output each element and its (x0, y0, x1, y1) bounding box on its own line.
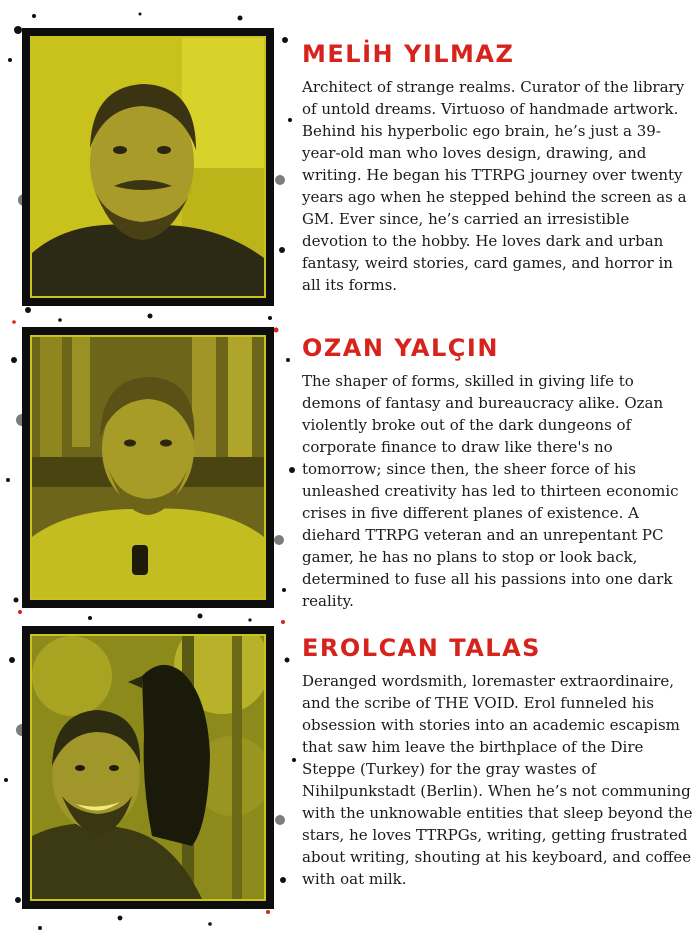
member-name: MELİH YILMAZ (302, 40, 515, 68)
bio-section-melih (302, 40, 694, 296)
portrait-frame-ozan (22, 327, 274, 608)
member-bio: Architect of strange realms. Curator of the library of untold dreams. Virtuoso of handmade artwork. Behind his hyperbolic ego brain, he’s just a 39-year-old man who loves design, drawing, and writing. He began his TTRPG journey over twenty years ago when he stepped behind the screen as a GM. Ever since, he’s carried an irresistible devotion to the hobby. He loves dark and urban fantasy, weird stories, card games, and horror in all its forms. (302, 78, 687, 294)
portrait-frame-melih (22, 28, 274, 306)
member-name: EROLCAN TALAS (302, 634, 541, 662)
portrait-photo-ozan (30, 335, 266, 600)
portrait-photo-melih (30, 36, 266, 298)
portrait-frame-erolcan (22, 626, 274, 909)
bio-section-ozan (302, 334, 694, 612)
member-bio: Deranged wordsmith, loremaster extraordinaire, and the scribe of THE VOID. Erol funneled his obsession with stories into an academic escapism that saw him leave the birthplace of the Dire Steppe (Turkey) for the gray wastes of Nihilpunkstadt (Berlin). When he’s not communing with the unknowable entities that sleep beyond the stars, he loves TTRPGs, writing, getting frustrated about writing, shouting at his keyboard, and coffee with oat milk. (302, 672, 693, 888)
bio-section-erolcan (302, 634, 694, 890)
member-name: OZAN YALÇIN (302, 334, 499, 362)
portrait-photo-erolcan (30, 634, 266, 901)
member-bio: The shaper of forms, skilled in giving life to demons of fantasy and bureaucracy alike. Ozan violently broke out of the dark dungeons of corporate finance to draw like there's no tomorrow; since then, the sheer force of his unleashed creativity has led to thirteen economic crises in five different planes of existence. A diehard TTRPG veteran and an unrepentant PC gamer, he has no plans to stop or look back, determined to fuse all his passions into one dark reality. (302, 372, 679, 610)
